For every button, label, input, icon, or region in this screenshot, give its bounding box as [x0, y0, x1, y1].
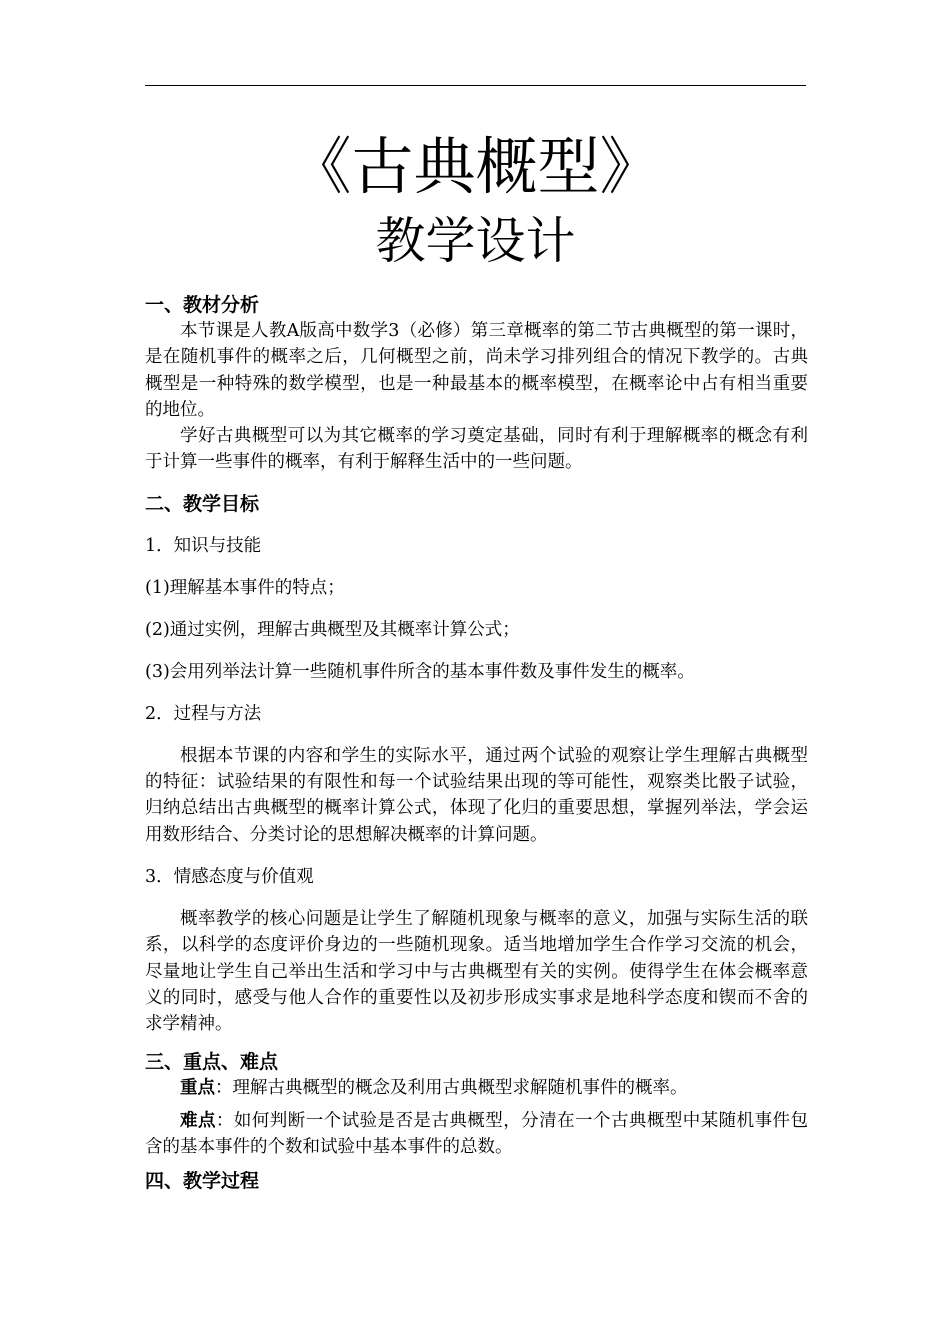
goal-item: (3)会用列举法计算一些随机事件所含的基本事件数及事件发生的概率。: [145, 661, 695, 682]
section-heading-teaching-goals: 二、教学目标: [145, 492, 260, 515]
paragraph: 概率教学的核心问题是让学生了解随机现象与概率的意义，加强与实际生活的联系，以科学的态度评价身边的一些随机现象。适当地增加学生合作学习交流的机会，尽量地让学生自己举出生活和学习中与古典概型有关的实例。使得学生在体会概率意义的同时，感受与他人合作的重要性以及初步形成实事求是地科学态度和锲而不舍的求学精神。: [145, 908, 808, 1035]
difficult-point: [145, 1108, 808, 1161]
goal-item: (1)理解基本事件的特点；: [145, 577, 345, 598]
subheading-process-methods: 2．过程与方法: [145, 703, 262, 724]
section-heading-material-analysis: 一、教材分析: [145, 294, 260, 316]
paragraph: 学好古典概型可以为其它概率的学习奠定基础，同时有利于理解概率的概念有利于计算一些事件的概率，有利于解释生活中的一些问题。: [145, 426, 808, 473]
goal-item: (2)通过实例，理解古典概型及其概率计算公式；: [145, 619, 520, 640]
subheading-attitude-values: 3．情感态度与价值观: [145, 866, 314, 887]
paragraph: 根据本节课的内容和学生的实际水平，通过两个试验的观察让学生理解古典概型的特征：试验结果的有限性和每一个试验结果出现的等可能性，观察类比骰子试验，归纳总结出古典概型的概率计算公式，体现了化归的重要思想，掌握列举法，学会运用数形结合、分类讨论的思想解决概率的计算问题。: [145, 745, 808, 845]
section-heading-teaching-process: 四、教学过程: [145, 1170, 260, 1193]
subheading-knowledge-skills: 1．知识与技能: [145, 535, 262, 556]
key-point-text: ：理解古典概型的概念及利用古典概型求解随机事件的概率。: [215, 1078, 688, 1099]
key-point-label: 重点: [180, 1078, 215, 1099]
section-heading-key-points: 三、重点、难点: [145, 1051, 279, 1074]
document-body: [145, 292, 808, 1194]
document-subtitle: 教学设计: [375, 212, 576, 270]
difficult-point-label: 难点: [180, 1110, 216, 1131]
difficult-point-text: ：如何判断一个试验是否是古典概型，分清在一个古典概型中某随机事件包含的基本事件的个数和试验中基本事件的总数。: [145, 1110, 809, 1158]
document-title: 《古典概型》: [289, 130, 662, 203]
paragraph: 本节课是人教A版高中数学3（必修）第三章概率的第二节古典概型的第一课时，是在随机事件的概率之后，几何概型之前，尚未学习排列组合的情况下教学的。古典概型是一种特殊的数学模型，也是一种最基本的概率模型，在概率论中占有相当重要的地位。: [145, 321, 808, 420]
header-rule: [145, 85, 806, 86]
key-point: [145, 1075, 808, 1101]
